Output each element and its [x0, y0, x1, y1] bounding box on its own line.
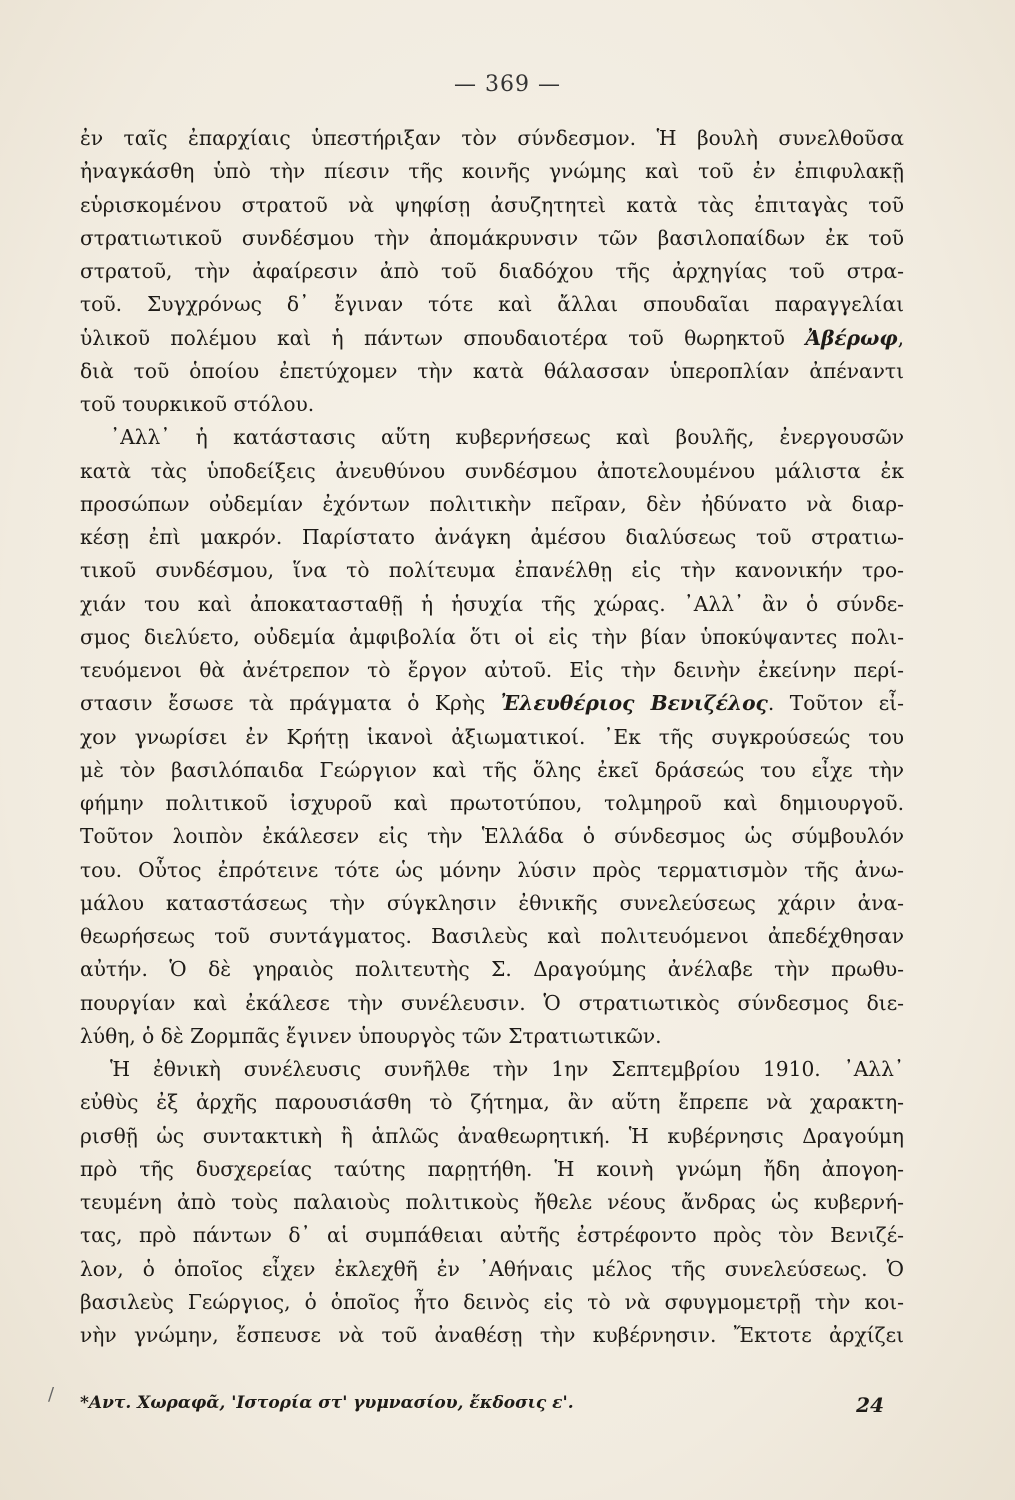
text-line [80, 621, 904, 654]
text-line-content: τευμένη ἀπὸ τοὺς παλαιοὺς πολιτικοὺς ἤθελε νέους ἄνδρας ὡς κυβερνή- [80, 1190, 904, 1214]
text-line-content: ἠναγκάσθη ὑπὸ τὴν πίεσιν τῆς κοινῆς γνώμης καὶ τοῦ ἐν ἐπιφυλακῇ [80, 159, 904, 184]
text-line-content: βασιλεὺς Γεώργιος, ὁ ὁποῖος ἦτο δεινὸς εἰς τὸ νὰ σφυγμομετρῇ τὴν κοι- [80, 1289, 904, 1314]
text-line-content: τευόμενοι θὰ ἀνέτρεπον τὸ ἔργον αὐτοῦ. Εἰς τὴν δεινὴν ἐκείνην περί- [80, 658, 904, 682]
text-line-content: διὰ τοῦ ὁποίου ἐπετύχομεν τὴν κατὰ θάλασσαν ὑπεροπλίαν ἀπέναντι [80, 358, 904, 383]
text-line [80, 421, 904, 454]
text-line-content: μὲ τὸν βασιλόπαιδα Γεώργιον καὶ τῆς ὅλης ἐκεῖ δράσεώς του εἶχε τὴν [80, 757, 904, 782]
text-line-content: στρατοῦ, τὴν ἀφαίρεσιν ἀπὸ τοῦ διαδόχου τῆς ἀρχηγίας τοῦ στρα- [80, 259, 904, 283]
signature-mark: 24 [856, 1393, 884, 1417]
text-line-tail: . Τοῦτον εἶ- [767, 691, 904, 716]
text-line [80, 521, 904, 554]
emphasized-name: Ἀβέρωφ [805, 325, 898, 350]
text-line [80, 1219, 904, 1252]
text-line [80, 588, 904, 621]
text-line [80, 155, 904, 188]
text-line-content: θεωρήσεως τοῦ συντάγματος. Βασιλεὺς καὶ πολιτευόμενοι ἀπεδέχθησαν [80, 924, 904, 948]
text-line-content: φήμην πολιτικοῦ ἰσχυροῦ καὶ πρωτοτύπου, τολμηροῦ καὶ δημιουργοῦ. [80, 791, 904, 815]
text-line [80, 1319, 904, 1352]
text-line-content: μάλου καταστάσεως τὴν σύγκλησιν ἐθνικῆς συνελεύσεως χάριν ἀνα- [80, 890, 904, 915]
text-line-content: τοῦ τουρκικοῦ στόλου. [80, 392, 315, 416]
text-line-content: Ἡ ἐθνικὴ συνέλευσις συνῆλθε τὴν 1ην Σεπτεμβρίου 1910. ᾿Αλλ᾿ [110, 1057, 904, 1081]
text-line-content: λύθη, ὁ δὲ Ζορμπᾶς ἔγινεν ὑπουργὸς τῶν Στρατιωτικῶν. [80, 1023, 662, 1048]
text-line-content: χιάν του καὶ ἀποκατασταθῇ ἡ ἡσυχία τῆς χώρας. ᾿Αλλ᾿ ἂν ὁ σύνδε- [80, 591, 904, 616]
text-line-content: ἐν ταῖς ἐπαρχίαις ὑπεστήριξαν τὸν σύνδεσμον. Ἡ βουλὴ συνελθοῦσα [80, 126, 904, 150]
text-line-content: νὴν γνώμην, ἔσπευσε νὰ τοῦ ἀναθέσῃ τὴν κυβέρνησιν. Ἔκτοτε ἀρχίζει [80, 1323, 904, 1347]
text-line [80, 987, 904, 1020]
footer-reference: *Αντ. Χωραφᾶ, 'Ιστορία στ' γυμνασίου, ἔκδοσις ε'. [80, 1393, 574, 1413]
text-line-content: τικοῦ συνδέσμου, ἵνα τὸ πολίτευμα ἐπανέλθῃ εἰς τὴν κανονικήν τρο- [80, 558, 904, 583]
text-line-content: του. Οὗτος ἐπρότεινε τότε ὡς μόνην λύσιν πρὸς τερματισμὸν τῆς ἀνω- [80, 857, 904, 882]
text-line [80, 488, 904, 521]
text-line-content: κέσῃ ἐπὶ μακρόν. Παρίστατο ἀνάγκη ἀμέσου διαλύσεως τοῦ στρατιω- [80, 525, 904, 549]
text-line [80, 355, 904, 388]
text-line-content: τοῦ. Συγχρόνως δ᾿ ἔγιναν τότε καὶ ἄλλαι σπουδαῖαι παραγγελίαι [80, 292, 904, 317]
text-line [80, 1020, 904, 1053]
text-line-content: τας, πρὸ πάντων δ᾿ αἱ συμπάθειαι αὐτῆς ἐστρέφοντο πρὸς τὸν Βενιζέ- [80, 1223, 904, 1248]
text-line [80, 953, 904, 986]
text-line [80, 455, 904, 488]
text-line [80, 255, 904, 288]
text-line-content: προσώπων οὐδεμίαν ἐχόντων πολιτικὴν πεῖραν, δὲν ἠδύνατο νὰ διαρ- [80, 491, 904, 516]
text-line-content: ρισθῇ ὡς συντακτικὴ ἢ ἁπλῶς ἀναθεωρητική. Ἡ κυβέρνησις Δραγούμη [80, 1123, 904, 1148]
text-line-content: στρατιωτικοῦ συνδέσμου τὴν ἀπομάκρυνσιν τῶν βασιλοπαίδων ἐκ τοῦ [80, 225, 904, 250]
text-line [80, 654, 904, 687]
text-line-content: εὑρισκομένου στρατοῦ νὰ ψηφίσῃ ἀσυζητητεὶ κατὰ τὰς ἐπιταγὰς τοῦ [80, 192, 904, 217]
page-footer [80, 1393, 904, 1417]
margin-mark: / [48, 1384, 55, 1405]
text-line [80, 854, 904, 887]
text-line [80, 820, 904, 853]
text-line-content: στασιν ἔσωσε τὰ πράγματα ὁ Κρὴς [80, 691, 486, 716]
text-line [80, 1086, 904, 1119]
emphasized-name: Ἐλευθέριος Βενιζέλος [500, 691, 768, 716]
text-line-content: ᾿Αλλ᾿ ἡ κατάστασις αὕτη κυβερνήσεως καὶ βουλῆς, ἐνεργουσῶν [110, 425, 904, 450]
text-line-tail: , [897, 325, 905, 350]
text-line [80, 1153, 904, 1186]
text-line-content: Τοῦτον λοιπὸν ἐκάλεσεν εἰς τὴν Ἑλλάδα ὁ σύνδεσμος ὡς σύμβουλόν [80, 824, 904, 849]
text-line [80, 1253, 904, 1286]
text-line-content: λον, ὁ ὁποῖος εἶχεν ἐκλεχθῆ ἐν ᾿Αθήναις μέλος τῆς συνελεύσεως. Ὁ [80, 1256, 904, 1281]
text-line-content: αὐτήν. Ὁ δὲ γηραιὸς πολιτευτὴς Σ. Δραγούμης ἀνέλαβε τὴν πρωθυ- [80, 957, 904, 982]
text-line [80, 388, 904, 421]
text-line [80, 787, 904, 820]
text-line [80, 887, 904, 920]
text-line [80, 1186, 904, 1219]
text-line [80, 754, 904, 787]
text-line-content: χον γνωρίσει ἐν Κρήτῃ ἱκανοὶ ἀξιωματικοί. ᾿Εκ τῆς συγκρούσεώς του [80, 724, 904, 749]
text-line [80, 222, 904, 255]
text-line-content: σμος διελύετο, οὐδεμία ἀμφιβολία ὅτι οἱ εἰς τὴν βίαν ὑποκύψαντες πολι- [80, 624, 904, 649]
text-line-content: πρὸ τῆς δυσχερείας ταύτης παρῃτήθη. Ἡ κοινὴ γνώμη ἤδη ἀπογοη- [80, 1156, 904, 1181]
page-number: — 369 — [454, 72, 561, 97]
text-line [80, 1120, 904, 1153]
text-line [80, 687, 904, 720]
text-line [80, 554, 904, 587]
text-line-content: πουργίαν καὶ ἐκάλεσε τὴν συνέλευσιν. Ὁ στρατιωτικὸς σύνδεσμος διε- [80, 990, 904, 1015]
text-line [80, 721, 904, 754]
text-line-content: εὐθὺς ἐξ ἀρχῆς παρουσιάσθη τὸ ζήτημα, ἂν αὕτη ἔπρεπε νὰ χαρακτη- [80, 1090, 904, 1115]
text-line [80, 322, 904, 355]
body-text [80, 122, 904, 1352]
text-line-content: ὑλικοῦ πολέμου καὶ ἡ πάντων σπουδαιοτέρα τοῦ θωρηκτοῦ [80, 325, 785, 350]
text-line [80, 1053, 904, 1086]
text-line [80, 288, 904, 321]
text-line [80, 189, 904, 222]
text-line [80, 122, 904, 155]
text-line-content: κατὰ τὰς ὑποδείξεις ἀνευθύνου συνδέσμου ἀποτελουμένου μάλιστα ἐκ [80, 458, 904, 483]
text-line [80, 920, 904, 953]
text-line [80, 1286, 904, 1319]
